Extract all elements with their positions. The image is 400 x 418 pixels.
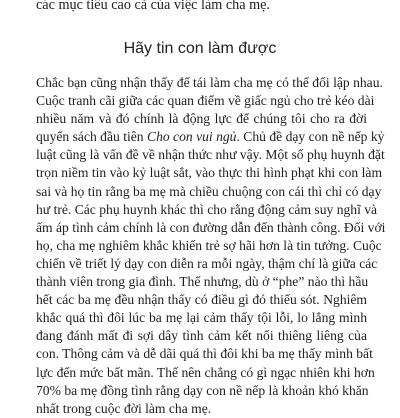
paragraph-line-end: . Chủ đề dạy con nề nếp kỷ	[236, 129, 385, 145]
paragraph-line: nhất trong cuộc đời làm cha mẹ.	[36, 400, 212, 416]
paragraph-line: sai và họ tin rằng ba mẹ mà chiều chuộng con cái thì chỉ có dạy	[36, 183, 382, 199]
paragraph-line-with-title	[36, 128, 385, 146]
section-heading: Hãy tin con làm được	[123, 40, 277, 57]
paragraph-line: 70% ba mẹ đồng tình rằng dạy con nề nếp là khoản khó khăn	[36, 382, 369, 398]
paragraph-line: Chắc bạn cũng nhận thấy để tái làm cha mẹ có thể đối lập nhau.	[36, 75, 383, 90]
paragraph-line: đang đánh mất đi sợi dây tình cảm kết nối thiêng liêng của	[36, 328, 367, 344]
paragraph-line: hết các ba mẹ đều nhận thấy có điều gì đó thiếu sót. Nghiêm	[36, 292, 367, 308]
paragraph-line: hư trẻ. Các phụ huynh khác thì cho rằng động cảm suy nghĩ và	[36, 201, 378, 217]
paragraph-line: ấm áp tình cảm chính là con đường dẫn đến thành công. Đối với	[36, 219, 386, 235]
paragraph-line-start: quyển sách đầu tiên	[36, 129, 144, 145]
paragraph-line: trọn niềm tin vào kỷ luật sắt, vào thực thi hình phạt khi con làm	[36, 165, 383, 181]
paragraph-line: chiến về triết lý dạy con diễn ra mỗi ngày, thậm chí là giữa các	[36, 255, 378, 271]
paragraph-line: Cuộc tranh cãi giữa các quan điểm về giấc ngủ cho trẻ kéo dài	[36, 93, 375, 109]
paragraph-line: thành viên trong gia đình. Thế nhưng, dù ở “phe” nào thì hầu	[36, 274, 369, 290]
paragraph-line: họ, cha mẹ nghiêm khắc khiến trẻ sợ hãi hơn là tin tưởng. Cuộc	[36, 237, 382, 253]
paragraph-line: lực đến mức bất mãn. Thế nên chẳng có gì ngạc nhiên khi hơn	[36, 364, 375, 380]
paragraph-line: nhiều năm và đó chính là động lực để chúng tôi cho ra đời	[36, 111, 367, 127]
paragraph-line: luật cũng là vấn đề về nhận thức như vậy. Một số phụ huynh đặt	[36, 147, 385, 163]
intro-text: các mục tiêu cao cả của việc làm cha mẹ.	[36, 0, 270, 13]
paragraph-line: khắc quá thì đôi lúc ba mẹ lại cảm thấy tội lỗi, lo lắng mình	[36, 310, 367, 326]
paragraph-line: con. Thông cảm và dễ dãi quá thì đôi khi ba mẹ thấy mình bất	[36, 346, 373, 362]
book-title: Cho con vui ngủ	[147, 129, 237, 145]
body-paragraph	[36, 74, 386, 418]
